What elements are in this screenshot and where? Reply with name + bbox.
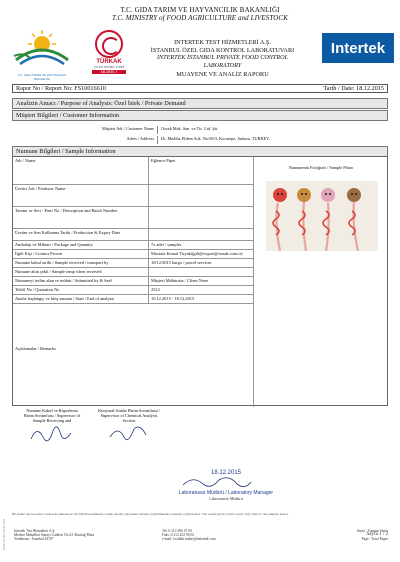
company-line-1: INTERTEK TEST HİZMETLERİ A.Ş. bbox=[174, 39, 271, 46]
signature-right-scribble-icon bbox=[104, 423, 154, 445]
signature-right-label: Kimyasal Analiz Birim Sorumlusu / Supervisor of Chemical Analysis Section bbox=[98, 408, 160, 423]
customer-name-label: Müşteri Adı / Customer Name bbox=[101, 126, 154, 131]
footer-page-sub: Page / Total Pages bbox=[361, 537, 388, 542]
turkak-emblem-icon bbox=[95, 30, 123, 58]
laboratory-stamp bbox=[166, 470, 286, 506]
turkak-logo bbox=[92, 30, 126, 76]
stamp-date: 18.12.2015 bbox=[210, 470, 242, 476]
report-number: Rapor No / Report No: FS10016610 bbox=[16, 85, 106, 92]
footer-tel: Tel: 0 212 496 47 00 bbox=[162, 529, 192, 533]
stamp-signature-icon bbox=[181, 476, 271, 488]
sample-row-received bbox=[13, 259, 253, 268]
footer-address-2: Yenibosna - İstanbul 34197 bbox=[14, 537, 54, 542]
signature-left-label: Numune Kabul ve Raporlama Birim Sorumlusu / Supervisor of Sample Receiving and bbox=[23, 408, 81, 423]
sample-row-label: Numune alım şekli / Sample temp when received bbox=[15, 269, 102, 274]
footer-email: e-mail: foodlab.turkey@intertek.com bbox=[162, 537, 216, 542]
sample-row-label: Numuneyi teslim alan ve mühür / Submitted by & Seal bbox=[15, 278, 112, 283]
sample-row-name bbox=[13, 157, 253, 185]
sample-table bbox=[12, 156, 388, 406]
sample-row-label: Ambalajı ve Miktarı / Package and Quantity bbox=[15, 242, 93, 247]
company-line-3: INTERTEK İSTANBUL PRIVATE FOOD CONTROL bbox=[156, 54, 289, 61]
signature-left-scribble-icon bbox=[27, 423, 77, 445]
sample-row-label: Teklif No / Quotation No bbox=[15, 287, 60, 292]
footer-address bbox=[14, 529, 124, 542]
sample-row-description bbox=[13, 207, 253, 229]
sample-row-label: Açıklamalar / Remarks bbox=[15, 346, 56, 351]
sample-row-remarks bbox=[13, 304, 253, 407]
sample-section-title: Numune Bilgileri / Sample Information bbox=[12, 146, 388, 157]
sample-row-label: Numune kabul tarihi / Sample received / transport by bbox=[15, 260, 109, 265]
sample-row-producer bbox=[13, 185, 253, 207]
sample-row-temp bbox=[13, 268, 253, 277]
company-block bbox=[130, 39, 315, 69]
sample-row-value: 7x adet / samples bbox=[151, 242, 182, 247]
signature-left bbox=[22, 408, 82, 446]
customer-section-title: Müşteri Bilgileri / Customer Information bbox=[12, 110, 388, 121]
sample-row-contact bbox=[13, 250, 253, 259]
sample-row-value: 2512 bbox=[151, 287, 160, 292]
company-line-4: LABORATORY bbox=[203, 61, 242, 69]
footer-fax: Faks: 0 212 452 96 02 bbox=[162, 533, 195, 538]
ministry-title-en: T.C. MINISTRY of FOOD AGRICULTURE and LIVESTOCK bbox=[112, 14, 288, 22]
sample-row-value: Müşteri Mühürsüz / Client None bbox=[151, 278, 209, 283]
sample-row-analysis-time bbox=[13, 295, 253, 304]
sample-photo-caption: Numunenin Fotoğrafı / Sample Photo bbox=[288, 165, 354, 170]
customer-address-row bbox=[12, 136, 388, 144]
footer-page-value: Sayfa 1 / 2 bbox=[366, 532, 388, 538]
turkak-code: AB-0830-T bbox=[92, 70, 126, 74]
company-line-2: İSTANBUL ÖZEL GIDA KONTROL LABORATUVARI bbox=[150, 46, 295, 54]
sample-row-label: Adı / Name bbox=[15, 158, 36, 163]
photo-divider bbox=[253, 157, 254, 407]
sample-row-value: 10.12.2015 - 18.12.2015 bbox=[151, 296, 195, 301]
footer-page bbox=[302, 529, 388, 542]
customer-address-value: Dr. Mediha Eldem Sok. No:69/3, Kocatepe, Ankara, TURKEY. bbox=[157, 136, 270, 144]
footer-address-1: Merkez Mahallesi Sanayi Caddesi No:23 Altıntağ Plaza bbox=[14, 533, 95, 538]
sample-row-dates bbox=[13, 229, 253, 241]
customer-name-row bbox=[12, 126, 388, 134]
report-date: Tarih / Date: 18.12.2015 bbox=[323, 85, 384, 92]
footer-page-label: Sayfa / Topium Sayfa bbox=[356, 529, 388, 533]
sample-row-submitted bbox=[13, 277, 253, 286]
ministry-logo-text: T.C. GIDA TARIM VE HAYVANCILIK BAKANLIĞI bbox=[17, 73, 67, 81]
footer bbox=[12, 529, 388, 559]
analysis-purpose: Analizin Amacı / Purpose of Analysis: Özel İstek / Private Demand bbox=[12, 98, 388, 109]
stamp-manager-tr: Laboratuvar Müdürü bbox=[209, 496, 243, 501]
report-number-bar bbox=[12, 84, 388, 93]
footer-company: Intertek Test Hizmetleri A.Ş. bbox=[14, 529, 56, 533]
report-subtitle: MUAYENE VE ANALİZ RAPORU bbox=[176, 71, 269, 78]
ministry-logo bbox=[10, 26, 74, 81]
fine-print: Bu analiz raporu sadece yukarıda numune no ile belirtilen numuneye aittir. Analiz raporunun tamamı çoğaltılmadıkça kısmen çoğaltılamaz. The results given in this report only relate to the samples tested. bbox=[12, 512, 289, 516]
sample-photo bbox=[266, 181, 378, 251]
sample-row-label: İlgili Kişi / Contact Person bbox=[15, 251, 63, 256]
sample-row-value: Eğlence Pipet bbox=[151, 158, 176, 163]
turkak-standard: TS EN ISO/IEC 17025 bbox=[94, 65, 124, 69]
sample-row-label: Üretici Adı / Producer Name bbox=[15, 186, 66, 191]
sample-row-label: Analiz başlangıç ve bitiş zamanı / Start / End of analysis bbox=[15, 296, 115, 301]
signature-right bbox=[98, 408, 160, 446]
customer-info bbox=[12, 123, 388, 146]
sample-row-value: 10/12/2015 kargo / parcel services bbox=[151, 260, 212, 265]
customer-name-value: Ozsak Mak. San. ve Tic. Ltd. Şti. bbox=[157, 126, 218, 134]
sample-row-value: Mustafa Kemal Tiryaki(gilt@export@ozsak.com.tr) bbox=[151, 251, 243, 256]
stamp-manager: Laboratuvar Müdürü / Laboratory Manager bbox=[178, 490, 274, 496]
turkak-label: TÜRKAK bbox=[96, 59, 122, 65]
sample-row-label: Tanımı ve Seri - Parti No / Description and Batch Number bbox=[15, 208, 118, 213]
side-form-code: FR-07-01-00 / 01.11.2011 bbox=[2, 518, 6, 550]
customer-address-label: Adres / Address bbox=[126, 136, 154, 141]
intertek-logo: Intertek bbox=[322, 33, 394, 63]
footer-contact bbox=[162, 529, 262, 542]
sample-row-package bbox=[13, 241, 253, 250]
sample-row-quotation bbox=[13, 286, 253, 295]
ministry-title-tr: T.C. GIDA TARIM VE HAYVANCILIK BAKANLIĞI bbox=[120, 6, 280, 14]
sample-row-label: Üretim ve Son Kullanma Tarihi / Production & Expiry Date bbox=[15, 230, 121, 235]
